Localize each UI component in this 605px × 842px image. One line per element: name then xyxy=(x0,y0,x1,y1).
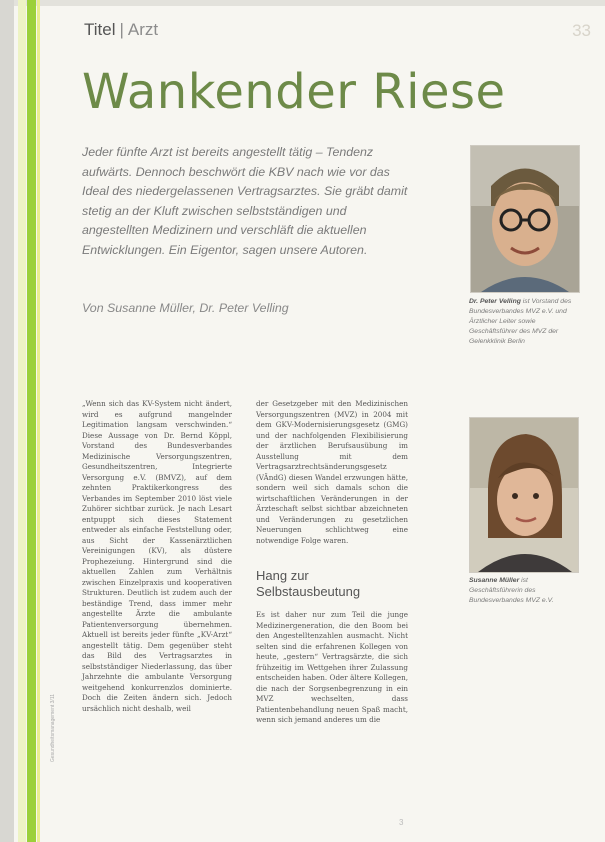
page-left-edge xyxy=(0,0,14,842)
article-lead: Jeder fünfte Arzt ist bereits angestellt tätig – Tendenz aufwärts. Dennoch beschwört die KBV nach wie vor das Ideal des niedergelassenen Vertragsarztes. Sie gräbt damit stetig an der Kluft zwischen selbstständigen und angestellten Medizinern und verschläft die aktuellen Entwicklungen. Ein Eigentor, sagen unsere Autoren. xyxy=(82,145,408,257)
caption-text-mueller: ist Geschäftsführerin des Bundesverbandes MVZ e.V. xyxy=(469,577,554,604)
author-photo-mueller xyxy=(469,417,579,573)
article-subheading: Hang zur Selbstausbeutung xyxy=(256,568,361,599)
decor-strip-green xyxy=(27,0,36,842)
portrait-man-image xyxy=(471,146,579,292)
section-header xyxy=(84,20,158,40)
caption-name-velling: Dr. Peter Velling xyxy=(469,298,521,305)
subsection-label: Arzt xyxy=(127,20,159,39)
page-number: 33 xyxy=(572,21,591,40)
author-photo-velling xyxy=(470,145,580,293)
page-top-edge xyxy=(0,0,605,6)
article-headline: Wankender Riese xyxy=(82,64,506,120)
section-separator: | xyxy=(119,20,124,39)
column-1-text: „Wenn sich das KV-System nicht ändert, wird es aufgrund mangelnder Legitimation langsam verschwinden.“ Diese Aussage von Dr. Bernd Köppl, Vorstand des Bundesverbandes Medizinische Versorgungszentren, Gesundheitszentren, Integrierte Versorgung e.V. (BMVZ), auf dem zehnten Praktikerkongress des Verbandes im September 2010 löst viele Zuhörer sichtbar zurück. Je nach Lesart entpuppt sich dieses Statement entweder als einfache Feststellung oder, aus Sicht der Kassenärztlichen Vereinigungen (KV), als düstere Prophezeiung. Hintergrund sind die aktuellen Zahlen zum Verhältnis zwischen Einzelpraxis und kooperativen Strukturen. Deutlich ist zudem auch der beständige Trend, dass immer mehr angestellte Ärzte die ambulante Patientenversorgung übernehmen. Aktuell ist bereits jeder fünfte „KV-Arzt“ angestellt tätig. Dem gegenüber steht das Bild des Vertragsarztes in selbstständiger Niederlassung, das über Jahrzehnte die ambulante Versorgung weitgehend konkurrenzlos dominierte. Doch die Zeiten ändern sich. Jedoch ursächlich nicht deshalb, weil xyxy=(82,399,232,713)
decor-strip-yellow xyxy=(37,0,40,842)
article-column-2 xyxy=(256,399,408,546)
caption-text-velling: ist Vorstand des Bundesverbandes MVZ e.V. und Ärztlicher Leiter sowie Geschäftsführer des MVZ der Gelenkklinik Berlin xyxy=(469,298,572,345)
column-2b-text: Es ist daher nur zum Teil die junge Medizinergeneration, die den Boom bei den Angestelltenzahlen ausmacht. Nicht selten sind die erfahrenen Kollegen von heute, „gestern“ Vertragsärzte, die sich frühzeitig im Wettgehen ihrer Zulassung entscheiden haben. Oder ältere Kollegen, die nach der Sorgsenbegrenzung in ein MVZ wechselten, dass Patientenbehandlung neuen Spaß macht, wenn sich jemand anderes um die xyxy=(256,610,408,724)
section-label: Titel xyxy=(84,20,116,39)
side-vertical-text: Gesundheitsmanagement 3/11 xyxy=(50,693,56,762)
article-column-2-continued xyxy=(256,610,408,726)
portrait-woman-image xyxy=(470,418,578,572)
caption-name-mueller: Susanne Müller xyxy=(469,577,520,584)
author-caption-velling xyxy=(469,297,581,347)
column-2-text: der Gesetzgeber mit den Medizinischen Versorgungszentren (MVZ) in 2004 mit dem GKV-Modernisierungsgesetz (GMG) und der nachfolgenden Flexibilisierung der ärztlichen Berufsausübung im Ausstellung mit dem Vertragsarztrechtsänderungsgesetz (VÄndG) diesen Wandel erzwungen hätte, sondern weil sich damals schon die wirtschaftlichen Veränderungen in der Ärzteschaft selbst sichtbar abzeichneten und Veränderungen zu gesetzlichen Neuerungen schlichtweg eine notwendige Folge waren. xyxy=(256,399,408,545)
article-column-1 xyxy=(82,399,232,714)
article-byline: Von Susanne Müller, Dr. Peter Velling xyxy=(82,301,289,315)
author-caption-mueller xyxy=(469,576,581,606)
decor-strip-light xyxy=(18,0,26,842)
footer-mark: 3 xyxy=(399,818,404,827)
